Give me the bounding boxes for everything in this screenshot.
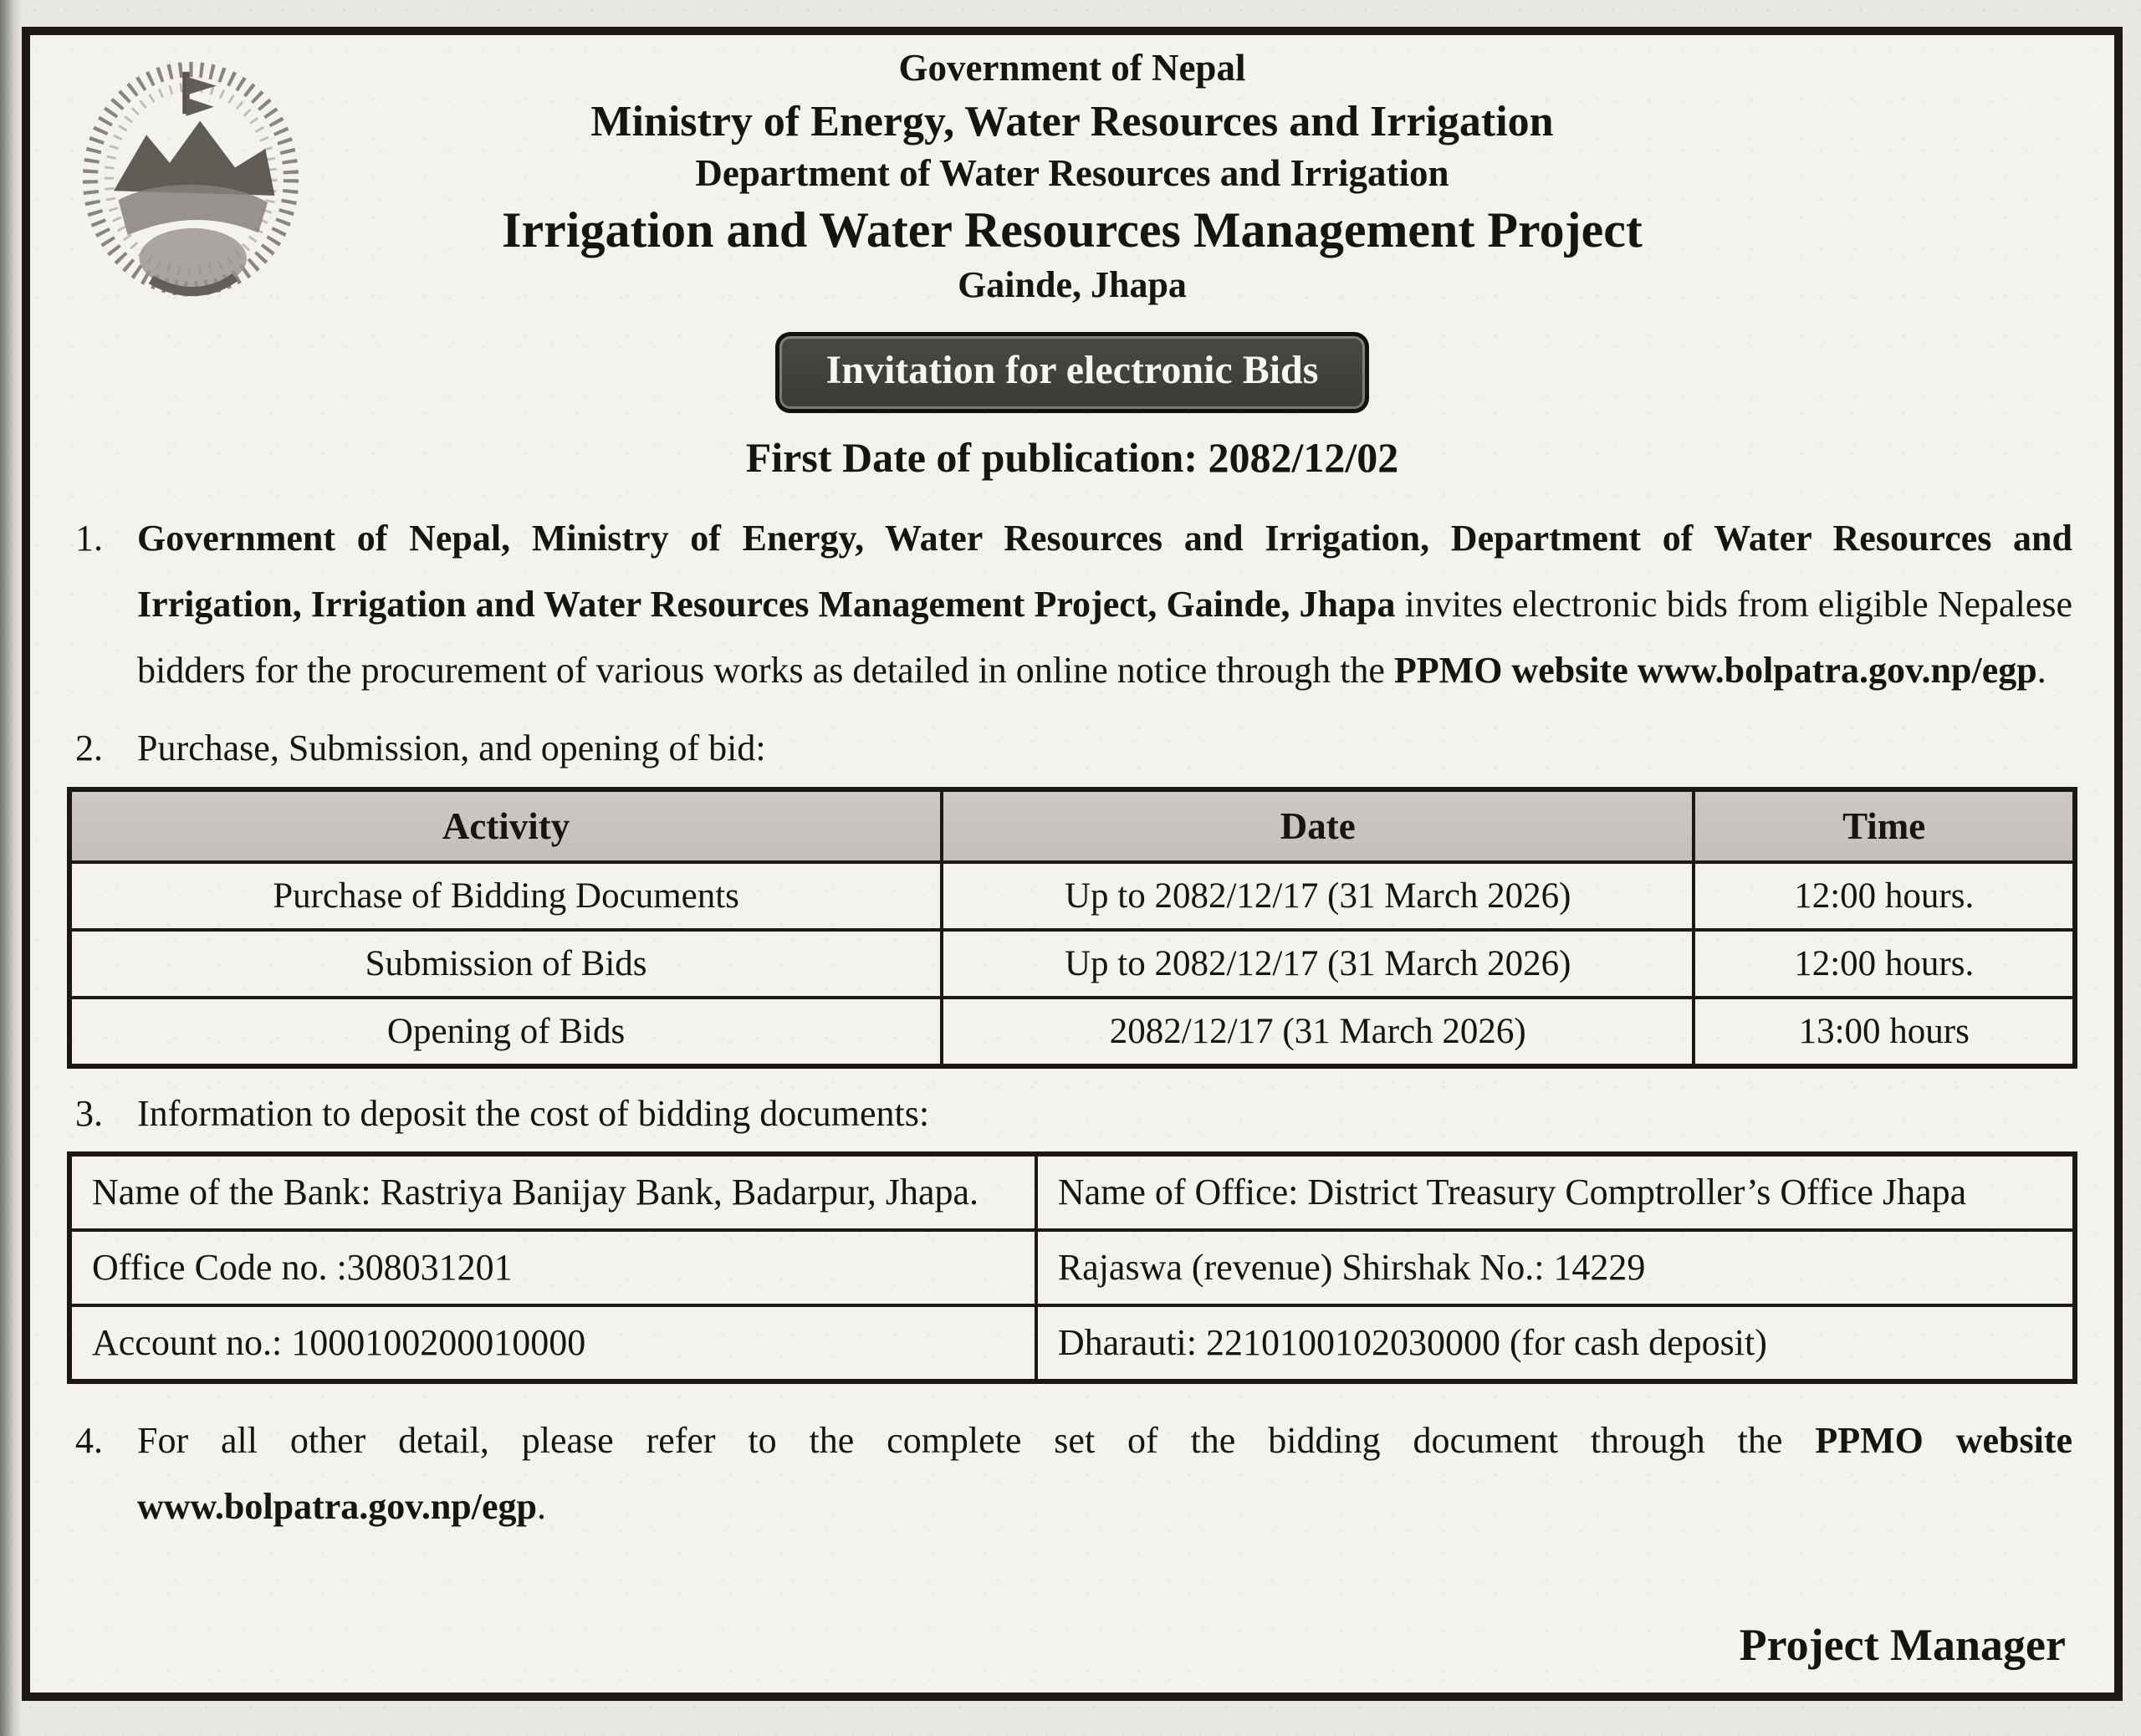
cell-opening-date: 2082/12/17 (31 March 2026)	[942, 998, 1694, 1066]
emblem-graphic	[74, 49, 308, 299]
notice-frame	[22, 27, 2123, 1701]
cell-purchase-date: Up to 2082/12/17 (31 March 2026)	[942, 862, 1694, 930]
section-1-bold-intro: Government of Nepal, Ministry of Energy, Water Resources and Irrigation, Department of Water Resources and Irrigation, Irrigation and Water Resources Management Project, Gainde, Jhapa	[137, 517, 2072, 625]
table-row-purchase	[69, 862, 2075, 930]
table-row-bank-office	[69, 1154, 2075, 1230]
invitation-banner: Invitation for electronic Bids	[775, 332, 1370, 413]
section-1-website-link: PPMO website www.bolpatra.gov.np/egp	[1393, 650, 2037, 692]
cell-submission-time: 12:00 hours.	[1694, 930, 2075, 998]
header-ministry: Ministry of Energy, Water Resources and Irrigation	[590, 97, 1554, 146]
cell-purchase-time: 12:00 hours.	[1694, 862, 2075, 930]
cell-submission-activity: Submission of Bids	[69, 930, 942, 998]
section-4-website-link: PPMO website www.bolpatra.gov.np/egp	[137, 1420, 2072, 1528]
section-4-body: For all other detail, please refer to the complete set of the bidding document through the	[137, 1420, 1816, 1462]
section-3-heading-row	[67, 1089, 2077, 1138]
section-3-number: 3.	[75, 1092, 103, 1134]
header-department: Department of Water Resources and Irrigation	[695, 151, 1449, 194]
column-header-activity: Activity	[69, 789, 942, 862]
publication-date-line: First Date of publication: 2082/12/02	[745, 433, 1399, 481]
signature-project-manager: Project Manager	[1739, 1620, 2066, 1670]
nepal-government-emblem-logo	[74, 49, 308, 299]
section-1-body: invites electronic bids from eligible Nepalese bidders for the procurement of various works as detailed in online notice through the	[137, 583, 2072, 692]
cell-office-code: Office Code no. :308031201	[69, 1230, 1036, 1305]
section-4-suffix: .	[536, 1486, 546, 1528]
section-1-suffix: .	[2036, 650, 2046, 692]
cell-account-number: Account no.: 1000100200010000	[69, 1305, 1036, 1381]
cell-submission-date: Up to 2082/12/17 (31 March 2026)	[942, 930, 1694, 998]
invitation-banner-row	[67, 332, 2077, 413]
section-1-paragraph	[67, 505, 2077, 704]
table-row-opening	[69, 998, 2075, 1066]
section-3-heading: Information to deposit the cost of bidding documents:	[137, 1092, 930, 1134]
cell-office-name: Name of Office: District Treasury Comptroller’s Office Jhapa	[1036, 1154, 2075, 1230]
cell-rajaswa-shirshak: Rajaswa (revenue) Shirshak No.: 14229	[1036, 1230, 2075, 1305]
column-header-date: Date	[942, 789, 1694, 862]
cell-bank-name: Name of the Bank: Rastriya Banijay Bank, Badarpur, Jhapa.	[69, 1154, 1036, 1230]
section-4-number: 4.	[75, 1420, 103, 1462]
section-1-number: 1.	[75, 517, 103, 559]
section-4-paragraph	[67, 1407, 2077, 1539]
table-row-submission	[69, 930, 2075, 998]
notice-header	[67, 47, 2077, 307]
cell-opening-activity: Opening of Bids	[69, 998, 942, 1066]
table-row-accounts	[69, 1305, 2075, 1381]
bid-schedule-table	[67, 787, 2077, 1069]
header-government: Government of Nepal	[898, 47, 1246, 89]
header-location: Gainde, Jhapa	[958, 264, 1187, 306]
section-2-heading-row	[67, 723, 2077, 773]
header-project-title: Irrigation and Water Resources Management Project	[502, 202, 1643, 258]
column-header-time: Time	[1694, 789, 2075, 862]
section-2-number: 2.	[75, 728, 103, 769]
section-2-heading: Purchase, Submission, and opening of bid:	[137, 728, 766, 769]
cell-dharauti-number: Dharauti: 2210100102030000 (for cash deposit)	[1036, 1305, 2075, 1381]
table-row-codes	[69, 1230, 2075, 1305]
cell-purchase-activity: Purchase of Bidding Documents	[69, 862, 942, 930]
deposit-info-table	[67, 1151, 2077, 1384]
cell-opening-time: 13:00 hours	[1694, 998, 2075, 1066]
bid-schedule-header-row	[69, 789, 2075, 862]
